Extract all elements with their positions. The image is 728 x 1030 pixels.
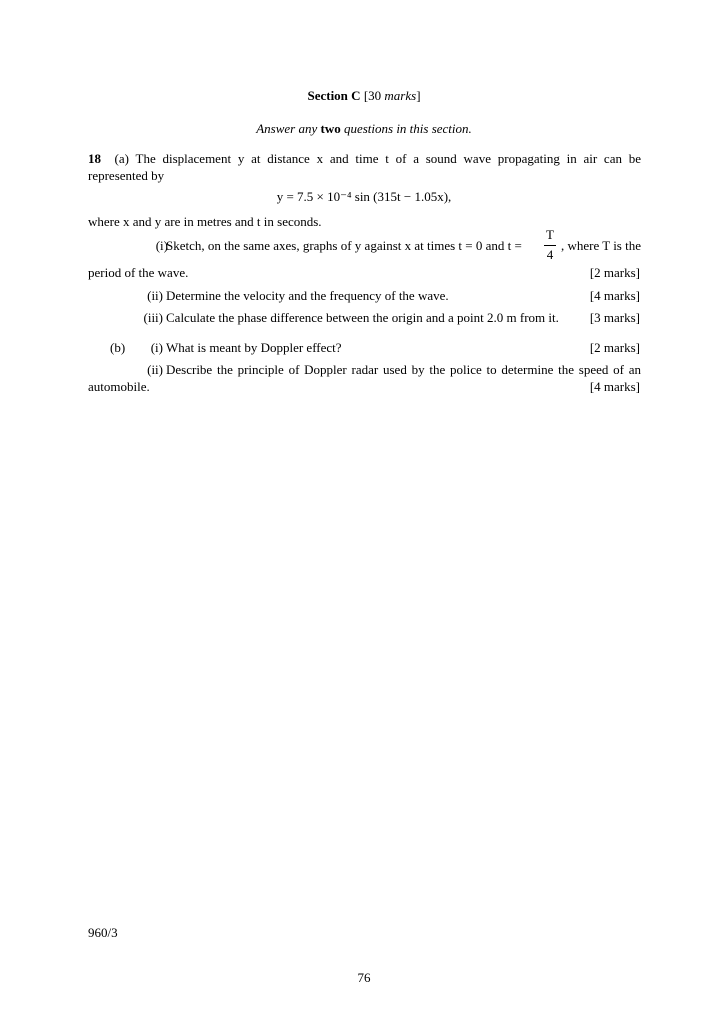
- b-i-text: What is meant by Doppler effect?: [166, 340, 342, 355]
- sub-i-cont: period of the wave.: [88, 265, 189, 280]
- question-number: 18: [88, 151, 101, 166]
- b-i-marks: [2 marks]: [589, 340, 640, 355]
- b-ii-cont: automobile.: [88, 379, 150, 394]
- sub-ii-marks: [4 marks]: [589, 288, 640, 303]
- sub-iii-marks: [3 marks]: [589, 310, 640, 325]
- b-ii-marks: [4 marks]: [589, 379, 640, 394]
- q18-line1: 18 (a) The displacement y at distance x and time t of a sound wave propagating in air can be: [88, 151, 642, 166]
- q18-line2: represented by: [88, 168, 165, 183]
- sub-ii-text: Determine the velocity and the frequency of the wave.: [166, 288, 449, 303]
- b-ii-label: (ii): [147, 362, 163, 377]
- section-title: Section C [30 marks]: [307, 88, 421, 103]
- sub-ii-label: (ii): [147, 288, 163, 303]
- sub-i-label: (i): [155, 238, 168, 253]
- part-b-label: (b): [110, 340, 126, 355]
- where-line: where x and y are in metres and t in seconds.: [88, 214, 322, 229]
- b-i-label: (i): [150, 340, 163, 355]
- sub-i-marks: [2 marks]: [589, 265, 640, 280]
- fraction-t-over-4: T 4: [544, 227, 556, 264]
- page-number: 76: [357, 970, 371, 985]
- sub-iii-label: (iii): [143, 310, 163, 325]
- section-instruction: Answer any two questions in this section.: [256, 121, 472, 136]
- wave-equation: y = 7.5 × 10⁻⁴ sin (315t − 1.05x),: [276, 189, 452, 204]
- paper-code: 960/3: [88, 925, 118, 940]
- sub-i-text: Sketch, on the same axes, graphs of y against x at times t = 0 and t =: [166, 238, 522, 253]
- sub-iii-text: Calculate the phase difference between the origin and a point 2.0 m from it.: [166, 310, 559, 325]
- sub-i-text-end: , where T is the: [560, 238, 641, 253]
- b-ii-text: Describe the principle of Doppler radar used by the police to determine the speed of an: [166, 362, 641, 377]
- part-a-label: (a): [114, 151, 129, 166]
